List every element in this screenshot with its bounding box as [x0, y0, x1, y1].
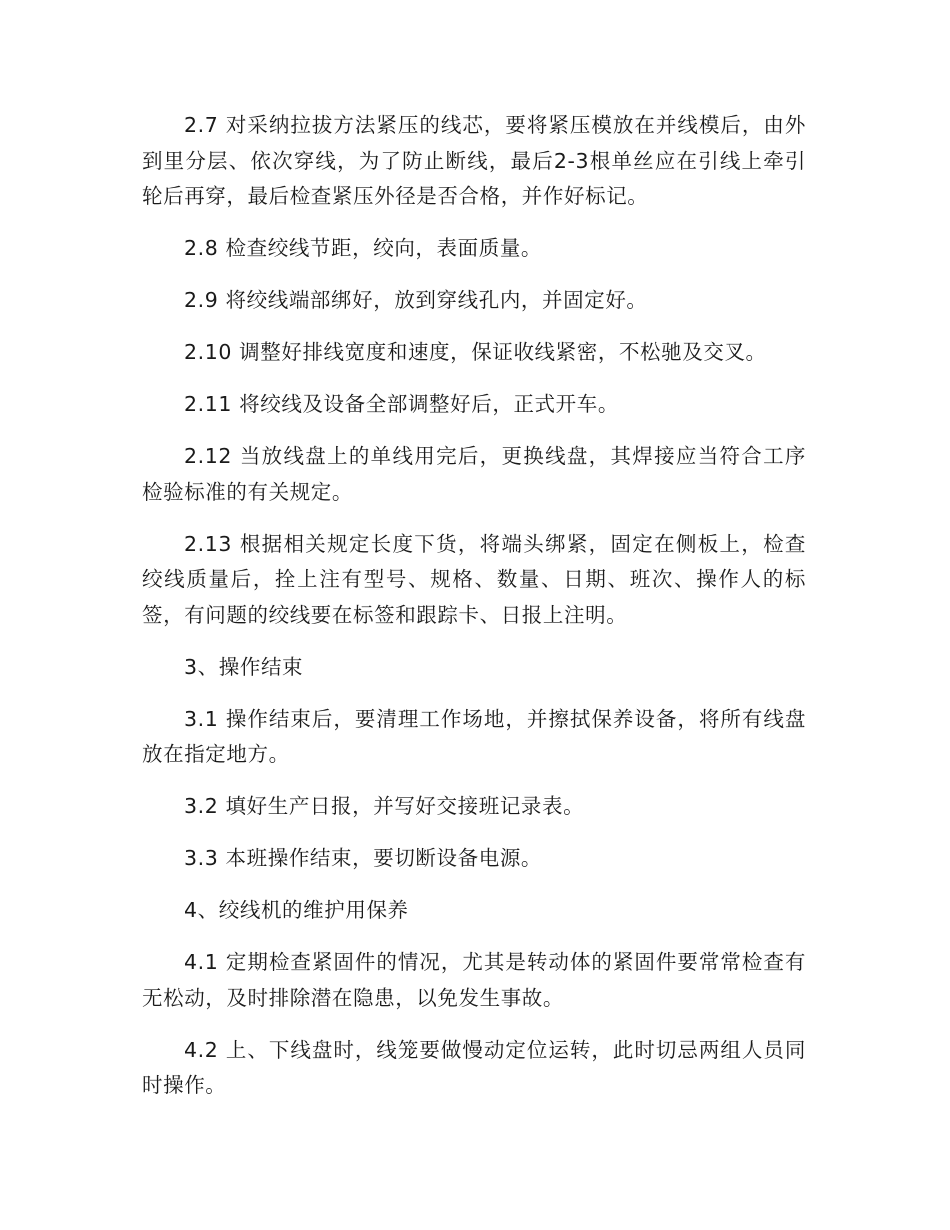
paragraph-2-13: 2.13 根据相关规定长度下货，将端头绑紧，固定在侧板上，检查绞线质量后，拴上注有型号、规格、数量、日期、班次、操作人的标签，有问题的绞线要在标签和跟踪卡、日报上注明。	[142, 531, 806, 627]
paragraph-2-11: 2.11 将绞线及设备全部调整好后，正式开车。	[184, 392, 619, 416]
paragraph-4-1: 4.1 定期检查紧固件的情况，尤其是转动体的紧固件要常常检查有无松动，及时排除潜在隐患，以免发生事故。	[142, 950, 806, 1010]
paragraph-4-2: 4.2 上、下线盘时，线笼要做慢动定位运转，此时切忌两组人员同时操作。	[142, 1037, 806, 1097]
paragraph-3-1: 3.1 操作结束后，要清理工作场地，并擦拭保养设备，将所有线盘放在指定地方。	[142, 706, 806, 766]
section-heading-4: 4、绞线机的维护用保养	[184, 898, 409, 922]
paragraph-2-12: 2.12 当放线盘上的单线用完后，更换线盘，其焊接应当符合工序检验标准的有关规定。	[142, 444, 806, 504]
paragraph-2-10: 2.10 调整好排线宽度和速度，保证收线紧密，不松驰及交叉。	[184, 340, 767, 364]
paragraph-2-7: 2.7 对采纳拉拔方法紧压的线芯，要将紧压模放在并线模后，由外到里分层、依次穿线，为了防止断线，最后2-3根单丝应在引线上牵引轮后再穿，最后检查紧压外径是否合格，并作好标记。	[142, 113, 806, 208]
paragraph-2-9: 2.9 将绞线端部绑好，放到穿线孔内，并固定好。	[184, 288, 648, 312]
paragraph-3-3: 3.3 本班操作结束，要切断设备电源。	[184, 846, 543, 870]
document-body	[142, 108, 806, 1120]
paragraph-3-2: 3.2 填好生产日报，并写好交接班记录表。	[184, 794, 585, 818]
section-heading-3: 3、操作结束	[184, 654, 304, 679]
paragraph-2-8: 2.8 检查绞线节距，绞向，表面质量。	[184, 236, 543, 260]
